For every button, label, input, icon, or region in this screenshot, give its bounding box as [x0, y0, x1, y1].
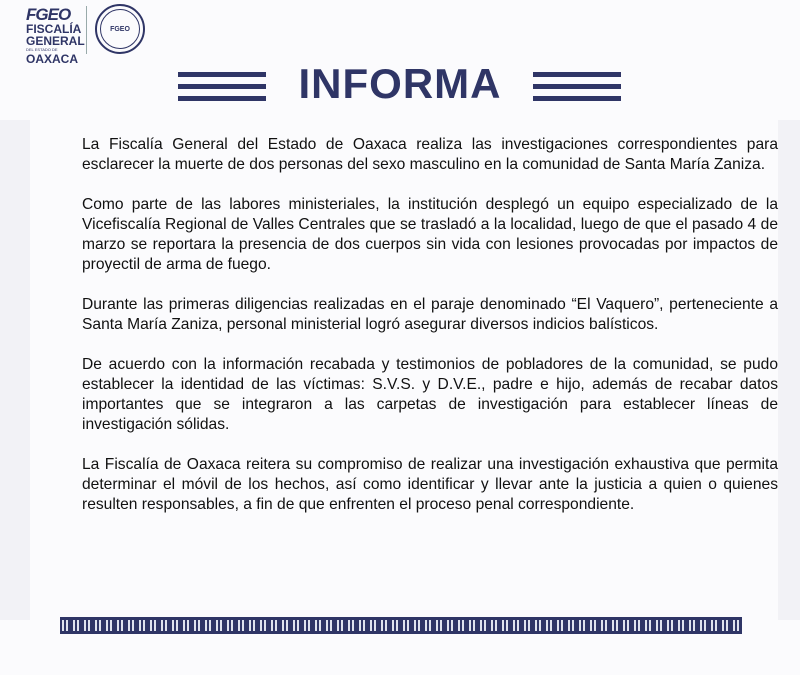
seal-text: FGEO: [100, 9, 140, 49]
logo-line: FISCALÍA: [26, 22, 82, 36]
article-body: [82, 135, 778, 535]
paragraph: De acuerdo con la información recabada y testimonios de pobladores de la comunidad, se pudo establecer la identidad de las víctimas: S.V.S. y D.V.E., padre e hijo, además de recabar datos importantes que se integraron a las carpetas de investigación para establecer líneas de investigación sólidas.: [82, 356, 778, 433]
fgeo-logo: [26, 6, 84, 65]
paragraph: Como parte de las labores ministeriales, la institución desplegó un equipo especializado de la Vicefiscalía Regional de Valles Centrales que se trasladó a la localidad, luego de que el pasado 4 de marzo se reportara la presencia de dos cuerpos sin vida con lesiones provocadas por impactos de proyectil de arma de fuego.: [82, 196, 778, 273]
paragraph: La Fiscalía de Oaxaca reitera su compromiso de realizar una investigación exhaustiva que permita determinar el móvil de los hechos, así como identificar y llevar ante la justicia a quien o quienes resulten responsables, a fin de que enfrenten el proceso penal correspondiente.: [82, 456, 778, 513]
logo-line: GENERAL: [26, 34, 85, 48]
logo-mark: FGEO: [26, 5, 71, 24]
title-lines-right: [533, 72, 621, 101]
background-pattern: [0, 120, 30, 620]
seal-icon: [95, 4, 145, 54]
paragraph: La Fiscalía General del Estado de Oaxaca realiza las investigaciones correspondientes para esclarecer la muerte de dos personas del sexo masculino en la comunidad de Santa María Zaniza.: [82, 136, 778, 173]
title-lines-left: [178, 72, 266, 101]
background-pattern: [778, 120, 800, 620]
greek-fret-border: [60, 617, 742, 634]
logo-divider: [86, 6, 87, 54]
paragraph: Durante las primeras diligencias realizadas en el paraje denominado “El Vaquero”, perteneciente a Santa María Zaniza, personal ministerial logró asegurar diversos indicios balísticos.: [82, 296, 778, 333]
logo-line: DEL ESTADO DE: [26, 47, 58, 52]
page-title: INFORMA: [298, 60, 502, 107]
logo-line: OAXACA: [26, 52, 79, 66]
